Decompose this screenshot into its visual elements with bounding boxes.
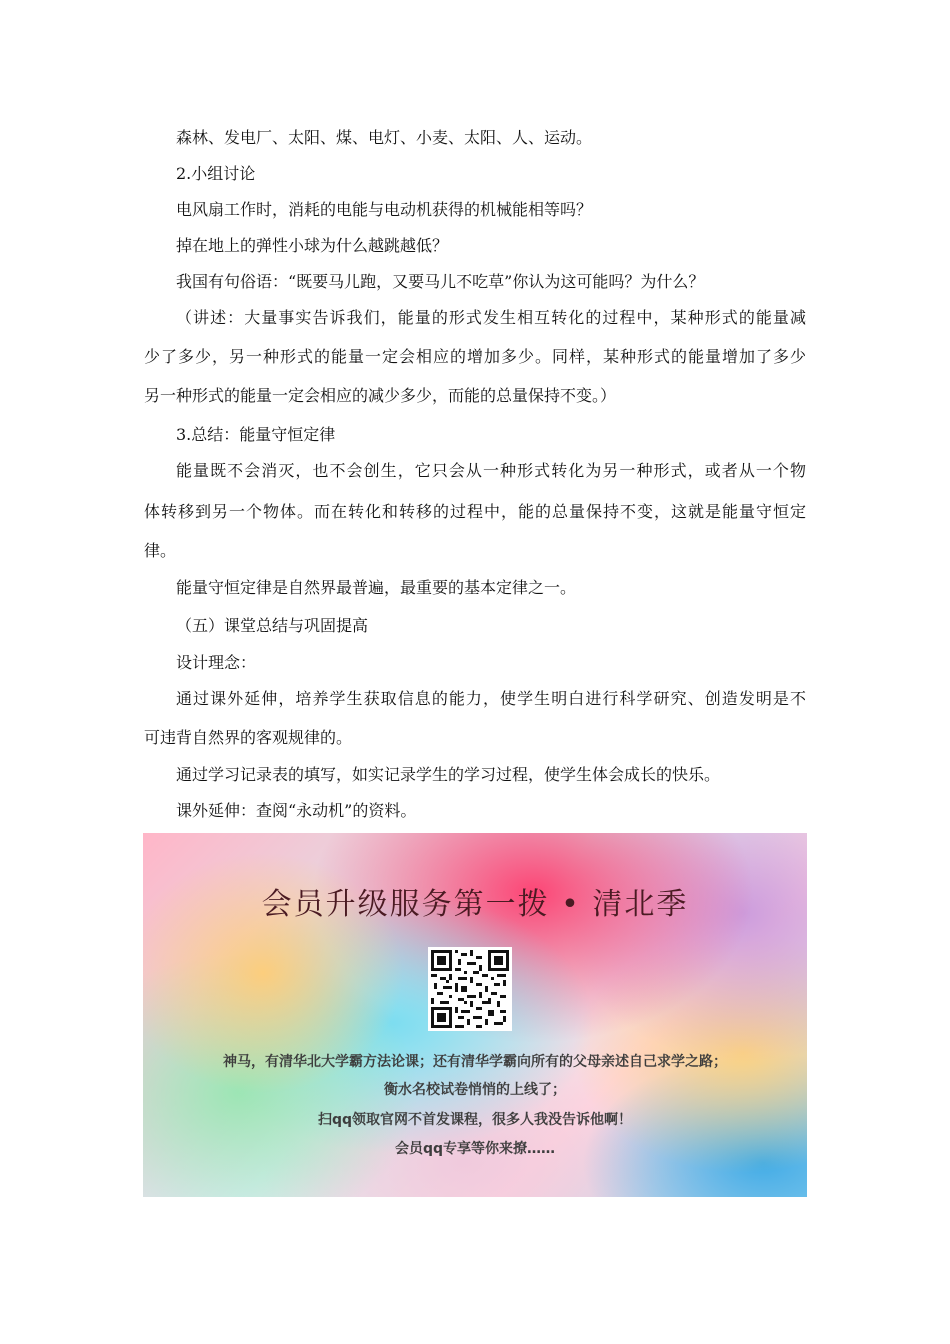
record-table-note: 通过学习记录表的填写，如实记录学生的学习过程，使学生体会成长的快乐。 <box>176 765 721 784</box>
question-proverb: 我国有句俗语：“既要马儿跑，又要马儿不吃草”你认为这可能吗？为什么？ <box>176 272 705 291</box>
law-importance: 能量守恒定律是自然界最普遍，最重要的基本定律之一。 <box>176 578 577 597</box>
law-definition-line-2: 体转移到另一个物体。而在转化和转移的过程中，能的总量保持不变，这就是能量守恒定 <box>144 502 806 521</box>
question-bouncing-ball: 掉在地上的弹性小球为什么越跳越低？ <box>176 236 449 255</box>
banner-text-line-3: 扫qq领取官网不首发课程，很多人我没告诉他啊！ <box>317 1112 633 1128</box>
heading-group-discussion: 2.小组讨论 <box>176 164 256 183</box>
banner-text-line-4: 会员qq专享等你来撩…… <box>394 1141 556 1157</box>
heading-design-concept: 设计理念： <box>176 653 257 672</box>
law-definition-line-1: 能量既不会消灭，也不会创生，它只会从一种形式转化为另一种形式，或者从一个物 <box>176 461 806 480</box>
question-electric-fan: 电风扇工作时，消耗的电能与电动机获得的机械能相等吗？ <box>176 200 593 219</box>
explanation-line-3: 另一种形式的能量一定会相应的减少多少，而能的总量保持不变。） <box>144 386 617 405</box>
extension-task: 课外延伸：查阅“永动机”的资料。 <box>176 801 417 820</box>
heading-summary-conservation: 3.总结：能量守恒定律 <box>176 425 336 444</box>
banner-title: 会员升级服务第一拨 • 清北季 <box>261 887 689 922</box>
banner-text-line-1: 神马，有清华北大学霸方法论课；还有清华学霸向所有的父母亲述自己求学之路； <box>223 1054 727 1070</box>
design-concept-line-2: 可违背自然界的客观规律的。 <box>144 728 353 747</box>
promo-banner[interactable] <box>143 833 807 1197</box>
qr-code-icon[interactable] <box>428 947 512 1031</box>
law-definition-line-3: 律。 <box>144 541 177 560</box>
explanation-line-2: 少了多少，另一种形式的能量一定会相应的增加多少。同样，某种形式的能量增加了多少 <box>144 347 806 366</box>
design-concept-line-1: 通过课外延伸，培养学生获取信息的能力，使学生明白进行科学研究、创造发明是不 <box>176 689 806 708</box>
explanation-line-1: （讲述：大量事实告诉我们，能量的形式发生相互转化的过程中，某种形式的能量减 <box>176 308 806 327</box>
banner-text-line-2: 衡水名校试卷悄悄的上线了； <box>384 1082 566 1098</box>
heading-class-summary: （五）课堂总结与巩固提高 <box>176 616 369 635</box>
paragraph-energy-examples: 森林、发电厂、太阳、煤、电灯、小麦、太阳、人、运动。 <box>176 128 593 147</box>
